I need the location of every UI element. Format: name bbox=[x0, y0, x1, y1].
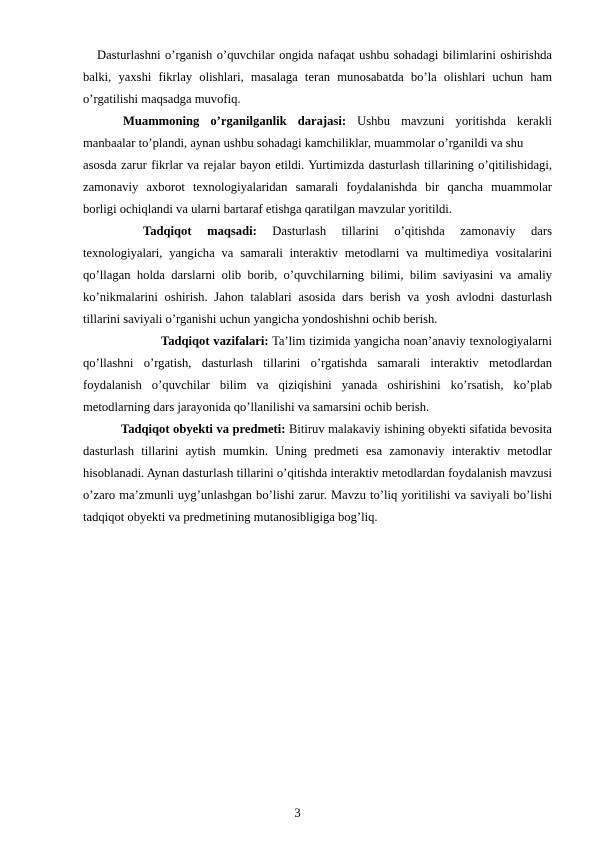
page-number: 3 bbox=[294, 806, 301, 820]
paragraph-research-goal bbox=[83, 220, 552, 330]
heading-research-tasks: Tadqiqot vazifalari: bbox=[161, 334, 269, 348]
paragraph-intro bbox=[83, 44, 552, 110]
heading-problem-level: Muammoning o’rganilganlik darajasi: bbox=[123, 114, 347, 128]
paragraph-problem-continued bbox=[83, 154, 552, 220]
paragraph-object-subject bbox=[83, 418, 552, 528]
paragraph-problem-continued-text: asosda zarur fikrlar va rejalar bayon etildi. Yurtimizda dasturlash tillarining o’qitilishidagi, zamonaviy axborot texnologiyalaridan samarali foydalanishda bir qancha muammolar borligi ochiqlandi va ularni bartaraf etishga qaratilgan mavzular yoritildi. bbox=[83, 158, 552, 216]
paragraph-research-tasks-text: Ta’lim tizimida yangicha noan’anaviy texnologiyalarni qo’llashni o’rgatish, dasturlash tillarini o’rgatishda samarali interaktiv metodlardan foydalanish o’quvchilar bilim va qiziqishini yanada oshirishini ko’rsatish, ko’plab metodlarning dars jarayonida qo’llanilishi va samarsini ochib berish. bbox=[83, 334, 552, 414]
heading-research-goal: Tadqiqot maqsadi: bbox=[143, 224, 257, 238]
paragraph-problem-level-text: Ushbu mavzuni yoritishda kerakli manbaalar to’plandi, aynan ushbu sohadagi kamchiliklar, muammolar o’rganildi va shu bbox=[83, 114, 552, 150]
paragraph-problem-level bbox=[83, 110, 552, 154]
paragraph-research-goal-text: Dasturlash tillarini o’qitishda zamonaviy dars texnologiyalari, yangicha va samarali interaktiv metodlarni va multimediya vositalarini qo’llagan holda darslarni olib borib, o’quvchilarning bilimi, bilim saviyasini va amaliy ko’nikmalarini oshirish. Jahon talablari asosida dars berish va yosh avlodni dasturlash tillarini saviyali o’rganishi uchun yangicha yondoshishni ochib berish. bbox=[83, 224, 552, 326]
paragraph-research-tasks bbox=[83, 330, 552, 418]
heading-object-subject: Tadqiqot obyekti va predmeti: bbox=[121, 422, 286, 436]
paragraph-intro-text: Dasturlashni o’rganish o’quvchilar ongida nafaqat ushbu sohadagi bilimlarini oshirishda balki, yaxshi fikrlay olishlari, masalaga teran munosabatda bo’la olishlari uchun ham o’rgatilishi maqsadga muvofiq. bbox=[83, 48, 552, 106]
document-body bbox=[83, 44, 552, 528]
paragraph-object-subject-text: Bitiruv malakaviy ishining obyekti sifatida bevosita dasturlash tillarini aytish mumkin. Uning predmeti esa zamonaviy interaktiv metodlar hisoblanadi. Aynan dasturlash tillarini o’qitishda interaktiv metodlardan foydalanish mavzusi o’zaro ma’zmunli uyg’unlashgan bo’lishi zarur. Mavzu to’liq yoritilishi va saviyali bo’lishi tadqiqot obyekti va predmetining mutanosibligiga bog’liq. bbox=[83, 422, 552, 524]
